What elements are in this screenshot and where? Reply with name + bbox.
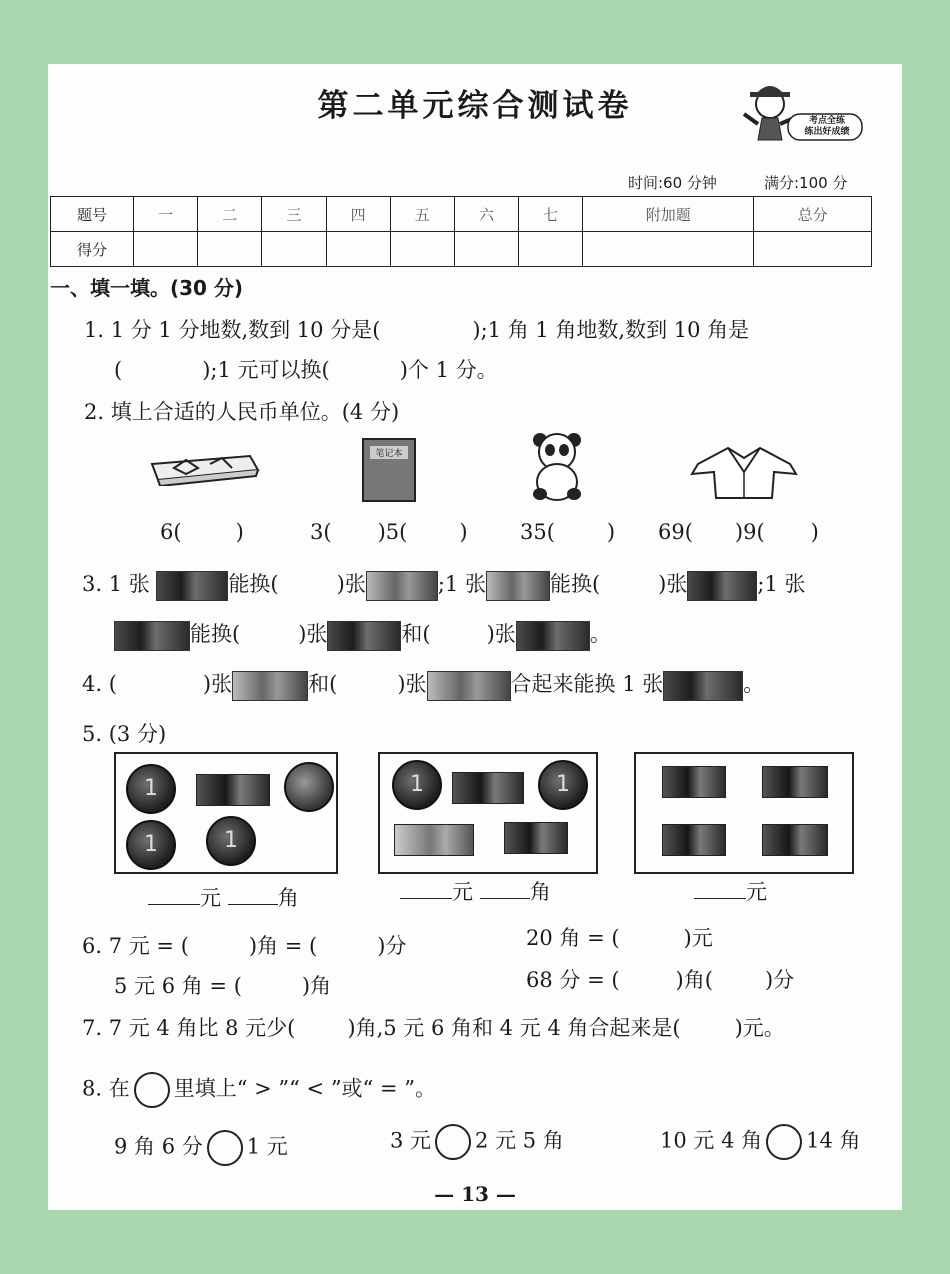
coin-image: 1 [206, 816, 256, 866]
question-4 [82, 668, 764, 701]
banknote-image [762, 824, 828, 856]
answer-blank[interactable] [400, 880, 452, 899]
q6-text: 6. 7 元 = ( [82, 934, 189, 958]
banknote-image [486, 571, 550, 601]
q3-text: ;1 张 [757, 572, 806, 596]
q1-text: );1 角 1 角地数,数到 10 角是 [472, 318, 750, 342]
notebook-label: 笔记本 [370, 446, 408, 459]
q2-answer-1 [160, 520, 244, 544]
question-3-line-1 [82, 568, 806, 601]
unit-yuan: 元 [746, 880, 767, 904]
score-cell[interactable] [454, 232, 518, 267]
score-header-row [51, 197, 872, 232]
table-header-cell: 七 [519, 197, 583, 232]
q6-text: )角( [675, 968, 713, 992]
banknote-image [156, 571, 228, 601]
mascot-illustration [736, 74, 866, 150]
question-1-line-1 [84, 314, 749, 344]
q6-text: )分 [377, 934, 407, 958]
score-row [51, 232, 872, 267]
question-6-left-1 [82, 930, 406, 960]
notebook-picture [362, 438, 416, 502]
q5-answer-3 [694, 876, 767, 906]
q2-text: 6( [160, 520, 182, 544]
q3-text: 3. 1 张 [82, 572, 150, 596]
q2-text: ) [459, 520, 468, 544]
q5-answer-2 [400, 876, 551, 906]
q4-text: )张 [397, 672, 427, 696]
banknote-image [504, 822, 568, 854]
q2-text: ) [606, 520, 616, 544]
score-cell[interactable] [198, 232, 262, 267]
page-title: 第二单元综合测试卷 [317, 88, 633, 124]
q6-text: 5 元 6 角 = ( [114, 974, 242, 998]
question-8 [82, 1072, 436, 1108]
time-limit: 时间:60 分钟 [628, 174, 717, 192]
q8-text: 9 角 6 分 [114, 1134, 203, 1159]
unit-jiao: 角 [277, 886, 299, 910]
score-table [50, 196, 872, 267]
score-cell[interactable] [754, 232, 872, 267]
compare-item-2 [390, 1124, 564, 1160]
answer-blank[interactable] [480, 880, 530, 899]
q6-text: 20 角 = ( [526, 926, 620, 950]
banknote-image [687, 571, 757, 601]
q8-text: 8. 在 [82, 1076, 130, 1101]
q5-answer-1 [148, 882, 299, 912]
q4-text: 4. ( [82, 672, 117, 696]
mascot-slogan-line2: 练出好成绩 [804, 127, 850, 137]
q2-text: 3( [310, 520, 332, 544]
coin-image [284, 762, 334, 812]
table-header-cell: 三 [262, 197, 326, 232]
q6-text: )角 = ( [248, 934, 318, 958]
money-group-2 [378, 752, 598, 874]
section-heading: 一、填一填。(30 分) [50, 276, 244, 300]
banknote-image [762, 766, 828, 798]
q4-text: 。 [743, 672, 765, 696]
worksheet-page [48, 64, 902, 1210]
jacket-picture [688, 444, 800, 504]
question-6-right-2 [526, 964, 794, 994]
answer-blank[interactable] [228, 886, 278, 905]
q6-text: )分 [764, 968, 795, 992]
question-number-label: 题号 [51, 197, 134, 232]
banknote-image [114, 621, 190, 651]
banknote-image [327, 621, 401, 651]
q3-text: )张 [336, 572, 366, 596]
score-cell[interactable] [390, 232, 454, 267]
unit-yuan: 元 [200, 886, 221, 910]
q8-text: 1 元 [246, 1134, 288, 1159]
money-group-1 [114, 752, 338, 874]
q8-text: 10 元 4 角 [660, 1128, 763, 1153]
q6-text: )角 [301, 974, 332, 998]
full-score: 满分:100 分 [764, 174, 848, 192]
q2-text: 35( [520, 520, 555, 544]
q4-text: 和( [308, 672, 338, 696]
compare-item-1 [114, 1130, 288, 1166]
question-7 [82, 1012, 785, 1042]
mascot-slogan-line1: 考点全练 [808, 116, 845, 126]
table-header-cell: 总分 [754, 197, 872, 232]
q3-text: 能换( [549, 572, 601, 596]
q1-text: ( [114, 358, 123, 382]
q6-text: )元 [683, 926, 713, 950]
q4-text: )张 [202, 672, 233, 696]
question-5: 5. (3 分) [82, 722, 167, 746]
q8-text: 3 元 [390, 1128, 432, 1153]
score-cell[interactable] [519, 232, 583, 267]
score-cell[interactable] [134, 232, 198, 267]
q8-text: 里填上“ > ”“ < ”或“ = ”。 [173, 1076, 436, 1101]
q4-text: 合起来能换 1 张 [510, 672, 664, 696]
q7-text: 7. 7 元 4 角比 8 元少( [82, 1016, 296, 1040]
q2-text: )5( [377, 520, 408, 544]
answer-blank[interactable] [694, 880, 746, 899]
table-header-cell: 六 [454, 197, 518, 232]
q1-text: 1. 1 分 1 分地数,数到 10 分是( [84, 318, 381, 342]
q3-text: )张 [658, 572, 688, 596]
q1-text: );1 元可以换( [202, 358, 330, 382]
compare-circle[interactable] [207, 1130, 243, 1166]
banknote-image [232, 671, 308, 701]
q8-text: 14 角 [806, 1128, 861, 1153]
q6-text: 68 分 = ( [526, 968, 620, 992]
answer-blank[interactable] [148, 886, 200, 905]
banknote-image [196, 774, 270, 806]
page-number: — 13 — [434, 1182, 516, 1206]
score-cell[interactable] [262, 232, 326, 267]
coin-image: 1 [392, 760, 442, 810]
q1-text: )个 1 分。 [399, 358, 498, 382]
q3-text: 能换( [228, 572, 279, 596]
banknote-image [366, 571, 438, 601]
q2-text: 69( [658, 520, 693, 544]
q2-text: ) [810, 520, 819, 544]
score-cell[interactable] [583, 232, 754, 267]
q2-text: )9( [734, 520, 765, 544]
question-3-line-2 [114, 618, 611, 651]
pencil-case-picture [146, 446, 262, 490]
q7-text: )元。 [734, 1016, 785, 1040]
coin-image: 1 [126, 764, 176, 814]
banknote-image [394, 824, 474, 856]
q3-text: 能换( [190, 622, 241, 646]
panda-toy-picture [530, 430, 586, 506]
question-2: 2. 填上合适的人民币单位。(4 分) [84, 400, 400, 424]
banknote-image [427, 671, 511, 701]
compare-circle-example [134, 1072, 170, 1108]
q2-answer-2 [310, 520, 468, 544]
table-header-cell: 二 [198, 197, 262, 232]
q3-text: )张 [486, 622, 516, 646]
banknote-image [452, 772, 524, 804]
q2-answer-4 [658, 520, 819, 544]
q3-text: 和( [401, 622, 431, 646]
q7-text: )角,5 元 6 角和 4 元 4 角合起来是( [347, 1016, 681, 1040]
q3-text: )张 [298, 622, 328, 646]
table-header-cell: 五 [390, 197, 454, 232]
money-group-3 [634, 752, 854, 874]
unit-yuan: 元 [452, 880, 473, 904]
q8-text: 2 元 5 角 [475, 1128, 564, 1153]
q2-text: ) [235, 520, 244, 544]
compare-circle[interactable] [435, 1124, 471, 1160]
banknote-image [662, 824, 726, 856]
compare-item-3 [660, 1124, 861, 1160]
banknote-image [662, 766, 726, 798]
score-cell[interactable] [326, 232, 390, 267]
question-6-left-2 [114, 970, 331, 1000]
question-1-line-2 [114, 354, 498, 384]
coin-image: 1 [538, 760, 588, 810]
table-header-cell: 一 [134, 197, 198, 232]
banknote-image [663, 671, 743, 701]
q2-answer-3 [520, 520, 615, 544]
coin-image: 1 [126, 820, 176, 870]
q3-text: ;1 张 [437, 572, 486, 596]
compare-circle[interactable] [766, 1124, 802, 1160]
banknote-image [516, 621, 590, 651]
question-6-right-1 [526, 922, 713, 952]
table-header-cell: 四 [326, 197, 390, 232]
unit-jiao: 角 [529, 880, 551, 904]
score-label: 得分 [51, 232, 134, 267]
q3-text: 。 [589, 622, 611, 646]
table-header-cell: 附加题 [583, 197, 754, 232]
